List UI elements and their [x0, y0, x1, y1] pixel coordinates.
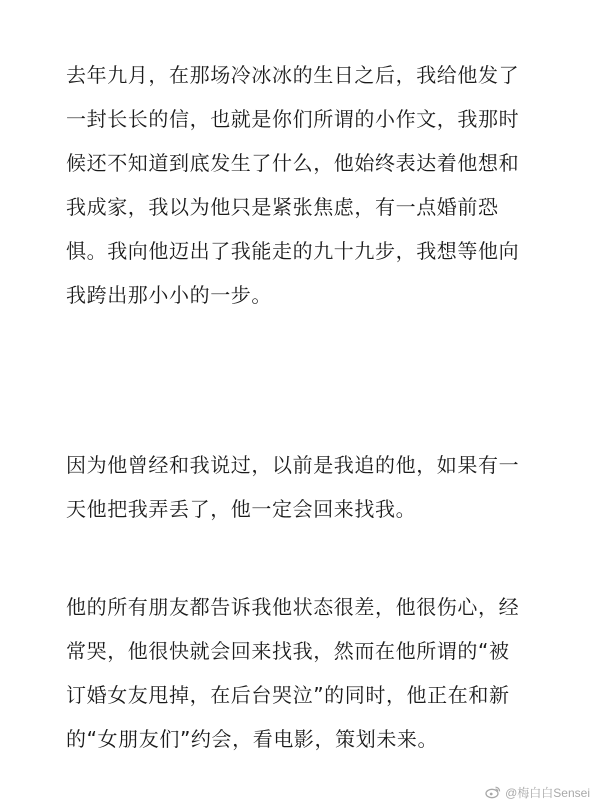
- text-line: 候还不知道到底发生了什么，他始终表达着他想和: [66, 151, 520, 175]
- watermark-text: @梅白白Sensei: [505, 785, 590, 800]
- text-line: 我跨出那小小的一步。: [66, 283, 272, 307]
- text-line: 我成家，我以为他只是紧张焦虑，有一点婚前恐: [66, 195, 499, 219]
- paragraph-1: [66, 53, 536, 317]
- text-line: 去年九月，在那场冷冰冰的生日之后，我给他发了: [66, 63, 520, 87]
- text-line: 天他把我弄丢了，他一定会回来找我。: [66, 497, 417, 521]
- text-line: 惧。我向他迈出了我能走的九十九步，我想等他向: [66, 239, 520, 263]
- paragraph-3: [66, 585, 536, 761]
- text-line: 常哭，他很快就会回来找我，然而在他所谓的“被: [66, 639, 510, 663]
- text-line: 的“女朋友们”约会，看电影，策划未来。: [66, 727, 439, 751]
- text-line: 一封长长的信，也就是你们所谓的小作文，我那时: [66, 107, 520, 131]
- weibo-icon: [485, 785, 501, 799]
- paragraph-2: [66, 443, 536, 531]
- text-line: 因为他曾经和我说过，以前是我追的他，如果有一: [66, 453, 520, 477]
- text-line: 他的所有朋友都告诉我他状态很差，他很伤心，经: [66, 595, 520, 619]
- watermark: [485, 783, 590, 801]
- text-line: 订婚女友甩掉，在后台哭泣”的同时，他正在和新: [66, 683, 510, 707]
